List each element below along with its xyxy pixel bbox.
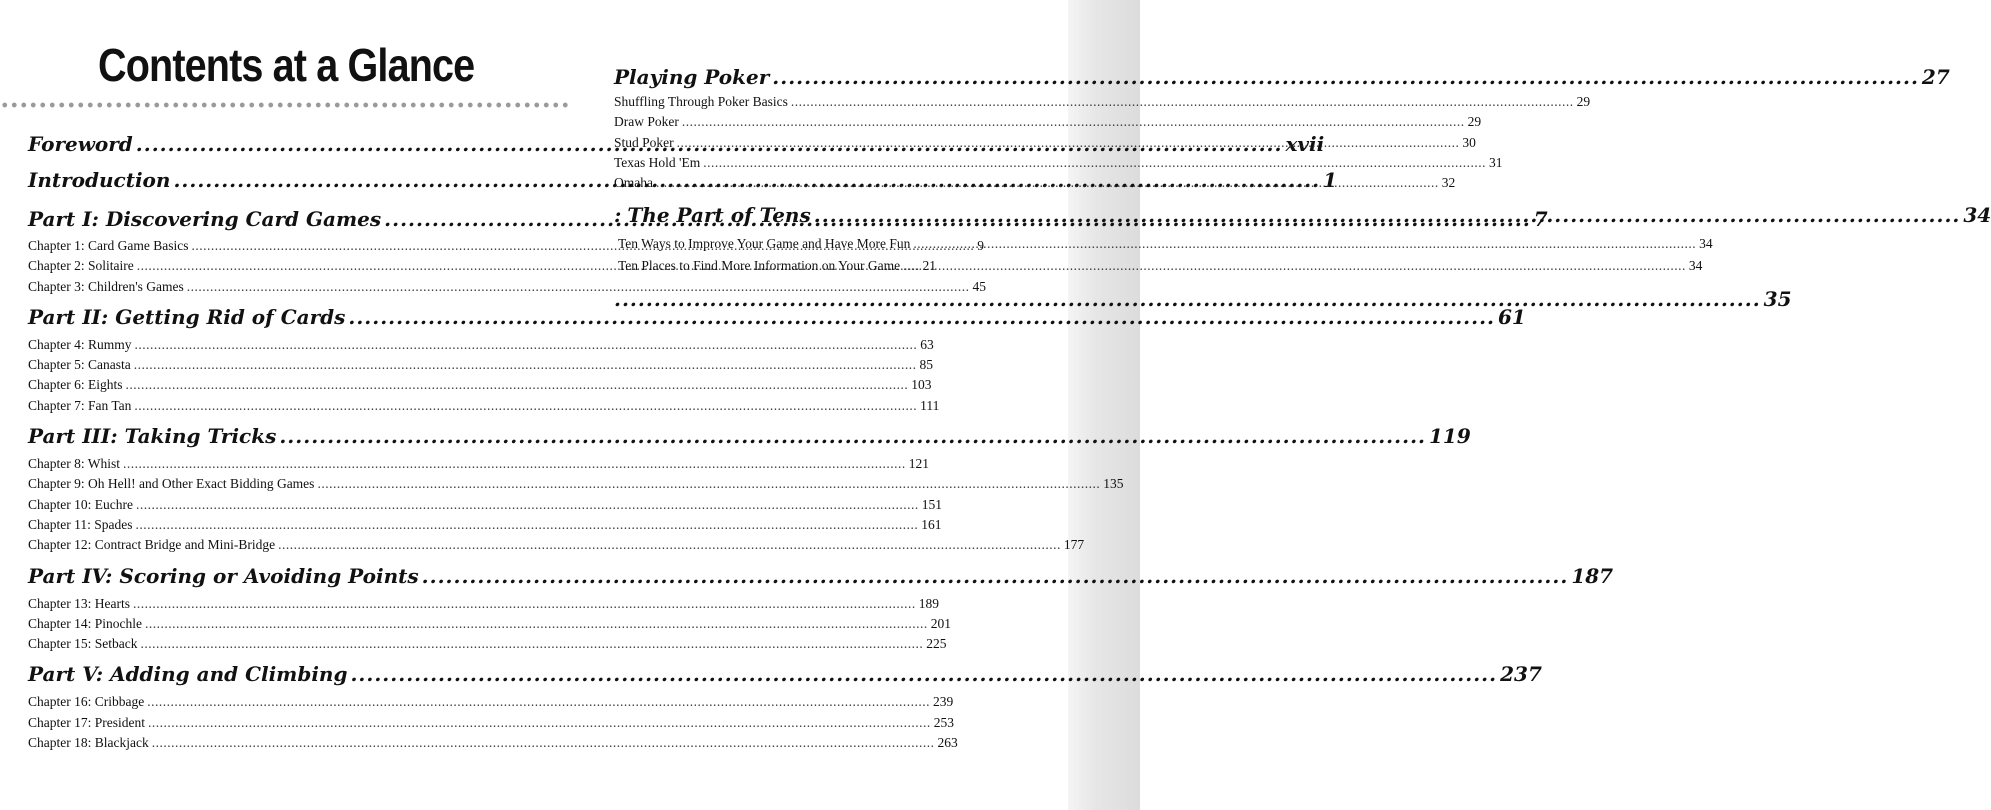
toc-chapter[interactable] [614,153,1503,173]
chapter-page: 135 [1103,476,1124,492]
toc-chapter[interactable] [614,233,1713,255]
leader-dots [913,233,1696,255]
chapter-page: 30 [1462,134,1476,150]
chapter-page: 151 [921,496,942,512]
chapter-label: Chapter 17: President [28,714,145,730]
toc-chapter[interactable] [28,495,942,515]
chapter-label: Chapter 11: Spades [28,516,133,532]
leader-dots [279,418,1426,454]
toc-introduction-label: Introduction [28,168,171,192]
toc-chapter[interactable] [28,474,1124,494]
toc-chapter[interactable] [614,112,1482,132]
leader-dots [147,692,930,712]
chapter-page: 45 [972,278,987,294]
chapter-label: Chapter 2: Solitaire [28,258,134,274]
chapter-page: 103 [911,377,932,393]
leader-dots [791,92,1574,112]
chapter-label: Draw Poker [614,114,679,130]
leader-dots [278,535,1061,555]
part-page: 237 [1500,662,1542,687]
part-label: Part II: Getting Rid of Cards [28,304,346,329]
toc-part-3[interactable] [28,418,1471,454]
leader-dots [148,713,931,733]
chapter-label: Chapter 10: Euchre [28,496,133,512]
chapter-page: 111 [920,397,940,413]
toc-chapter[interactable] [28,375,932,395]
part-label: Part V: Adding and Climbing [28,662,348,687]
dotted-rule [0,101,570,109]
chapter-label: Chapter 6: Eights [28,377,123,393]
toc-chapter[interactable] [614,173,1456,193]
chapter-label: Shuffling Through Poker Basics [614,94,788,109]
leader-dots [134,355,917,375]
chapter-page: 121 [908,456,929,472]
leader-dots [126,375,909,395]
chapter-page: 34 [1699,236,1713,252]
chapter-page: 34 [1688,258,1703,274]
part-page: 27 [1921,65,1950,89]
chapter-label: Chapter 13: Hearts [28,595,130,611]
part-label: The Part of Tens [627,203,811,228]
chapter-label: Chapter 5: Canasta [28,357,131,373]
leader-dots [123,454,906,474]
leader-dots [814,197,1961,233]
toc-foreword-label: Foreword [28,132,133,156]
leader-dots [614,281,1761,317]
toc-chapter[interactable] [28,713,954,733]
leader-dots [772,62,1919,92]
toc-chapter[interactable] [28,355,933,375]
leader-dots [134,396,917,416]
leader-dots [135,335,918,355]
toc-part-poker[interactable] [614,62,1950,92]
chapter-label: Omaha [614,175,653,191]
toc-chapter[interactable] [28,535,1085,555]
leader-dots [136,495,919,515]
part-label: Part III: Taking Tricks [28,424,277,449]
toc-part-5[interactable] [28,656,1542,692]
chapter-page: 225 [926,636,947,652]
part-page: 7 [1533,207,1548,231]
toc-foreword-page: xvii [1285,132,1325,156]
chapter-page: 32 [1441,175,1456,191]
leader-dots [145,614,928,634]
toc-chapter[interactable] [28,614,951,634]
chapter-page: 253 [933,714,954,730]
leader-dots [350,656,1497,692]
chapter-label: Chapter 12: Contract Bridge and Mini-Bridge [28,537,276,553]
leader-dots [133,594,916,614]
toc-chapter[interactable] [28,454,929,474]
part-label: Part I: Discovering Card Games [28,207,382,231]
chapter-label: Chapter 14: Pinochle [28,615,142,631]
part-page: 119 [1429,424,1471,449]
part-page: 187 [1571,563,1614,588]
leader-dots [703,153,1486,173]
chapter-page: 21 [922,258,936,274]
chapter-page: 201 [930,615,951,631]
toc-part-4[interactable] [28,558,1614,594]
chapter-label: Ten Ways to Improve Your Game and Have More Fun [618,236,911,252]
chapter-label: Chapter 15: Setback [28,636,138,652]
toc-chapter[interactable] [28,594,939,614]
part-label: Part IV: Scoring or Avoiding Points [28,563,419,588]
chapter-label: Chapter 1: Card Game Basics [28,238,189,253]
leader-dots [677,133,1460,153]
chapter-label: Stud Poker [614,134,674,150]
page-title: Contents at a Glance [98,39,475,91]
chapter-page: 263 [937,735,958,751]
part-prefix: : [614,203,622,228]
chapter-page: 63 [920,336,934,352]
leader-dots [140,634,923,654]
chapter-label: Chapter 4: Rummy [28,336,132,352]
chapter-page: 161 [921,516,942,532]
part-label: Playing Poker [614,65,770,89]
chapter-label: Chapter 9: Oh Hell! and Other Exact Bidding Games [28,476,315,492]
toc-chapter[interactable] [28,515,942,535]
toc-part-2[interactable] [28,299,1526,335]
chapter-page: 177 [1063,537,1085,553]
leader-dots [903,255,1686,277]
chapter-page: 29 [1467,114,1482,130]
chapter-page: 85 [919,357,933,373]
part-page: 61 [1498,304,1526,329]
leader-dots [317,474,1100,494]
part-page: 35 [1763,287,1792,312]
leader-dots [682,112,1465,132]
leader-dots [152,733,935,753]
leader-dots [656,173,1439,193]
leader-dots [135,515,918,535]
toc-chapter[interactable] [28,692,954,712]
chapter-label: Texas Hold 'Em [614,154,701,170]
toc-introduction-page: 1 [1323,168,1338,192]
toc-chapter[interactable] [614,255,1703,277]
toc-chapter[interactable] [28,277,987,297]
chapter-label: Chapter 8: Whist [28,456,120,472]
toc-chapter[interactable] [28,733,958,753]
chapter-label: Chapter 7: Fan Tan [28,397,132,413]
toc-chapter[interactable] [28,396,940,416]
chapter-page: 31 [1488,154,1503,170]
toc-chapter[interactable] [28,634,947,654]
chapter-label: Ten Places to Find More Information on Your Game [618,258,901,274]
chapter-label: Chapter 16: Cribbage [28,694,145,710]
chapter-page: 239 [932,694,954,710]
chapter-label: Chapter 3: Children's Games [28,278,184,294]
chapter-page: 29 [1576,94,1591,109]
chapter-page: 189 [918,595,939,611]
toc-chapter[interactable] [614,92,1591,112]
toc-chapter[interactable] [28,335,934,355]
chapter-label: Chapter 18: Blackjack [28,735,149,751]
chapter-page: 9 [977,238,984,253]
part-page: 34 [1963,203,1991,228]
leader-dots [422,558,1569,594]
toc-part-tens[interactable] [614,197,1991,233]
